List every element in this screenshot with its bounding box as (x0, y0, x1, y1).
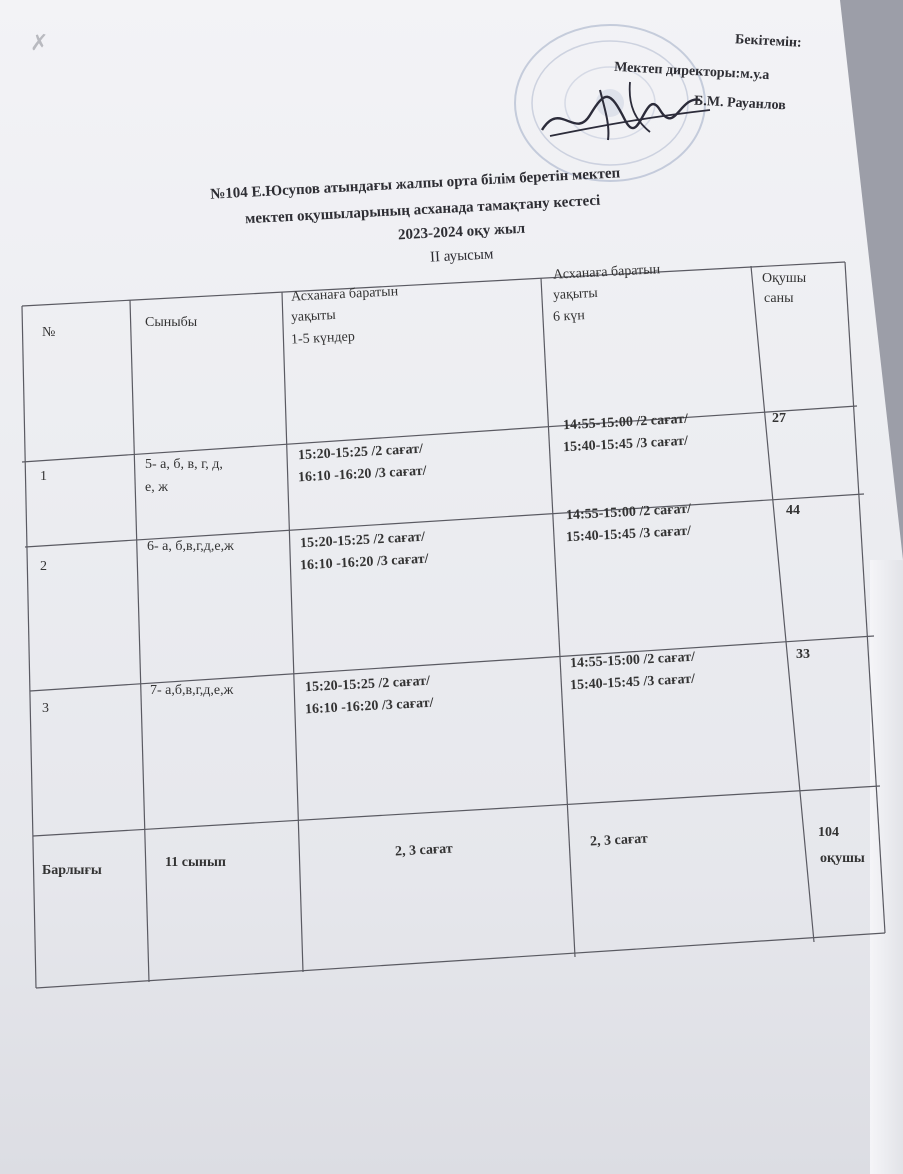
row-1-time-weekdays-line-2: 16:10 -16:20 /3 сағат/ (297, 463, 427, 486)
shift-label: ІІ ауысым (429, 246, 494, 266)
row-3-time-weekdays-line-2: 16:10 -16:20 /3 сағат/ (304, 695, 434, 718)
header-time-weekdays-line-3: 1-5 күндер (290, 329, 356, 348)
row-1-number: 1 (40, 469, 47, 484)
row-3-count: 33 (796, 647, 810, 662)
header-count-line-1: Оқушы (762, 271, 807, 286)
table-col-line (130, 300, 149, 982)
header-time-weekdays-line-2: уақыты (290, 307, 337, 326)
approval-line-1: Бекітемін: (734, 32, 803, 51)
total-count-unit: оқушы (820, 851, 865, 866)
header-time-saturday-line-3: 6 күн (552, 308, 586, 325)
document-title-line-1: №104 Е.Юсупов атындағы жалпы орта білім беретін мектеп (209, 165, 621, 203)
approval-line-3: Б.М. Рауанлов (693, 93, 787, 114)
row-2-count: 44 (786, 503, 800, 518)
document-title-line-2: мектеп оқушыларының асханада тамақтану кестесі (244, 192, 601, 228)
total-count-number: 104 (818, 825, 839, 840)
table-col-line (282, 292, 303, 972)
total-time-saturday: 2, 3 сағат (589, 831, 649, 850)
header-time-saturday-line-1: Асханаға баратын (552, 262, 661, 283)
row-2-time-saturday-line-2: 15:40-15:45 /3 сағат/ (565, 523, 692, 546)
header-time-saturday-line-2: уақыты (552, 285, 599, 304)
approval-line-2: Мектеп директоры:м.у.а (613, 59, 770, 84)
row-1-class-line-2: е, ж (145, 480, 168, 495)
row-3-time-weekdays-line-1: 15:20-15:25 /2 сағат/ (304, 673, 431, 696)
table-top-border (22, 262, 845, 306)
row-2-time-weekdays-line-1: 15:20-15:25 /2 сағат/ (299, 529, 426, 552)
row-1-count: 27 (772, 411, 786, 426)
row-1-time-weekdays-line-1: 15:20-15:25 /2 сағат/ (297, 441, 424, 464)
row-2-time-weekdays-line-2: 16:10 -16:20 /3 сағат/ (299, 551, 429, 574)
header-time-weekdays-line-1: Асханаға баратын (290, 284, 399, 305)
row-1-class-line-1: 5- а, б, в, г, д, (145, 457, 223, 472)
total-time-weekdays: 2, 3 сағат (394, 841, 454, 860)
row-2-number: 2 (40, 559, 47, 574)
row-3-time-saturday-line-1: 14:55-15:00 /2 сағат/ (569, 649, 696, 672)
header-count-line-2: саны (764, 291, 794, 306)
total-class: 11 сынып (165, 855, 226, 870)
row-3-class: 7- а,б,в,г,д,е,ж (150, 683, 234, 698)
row-3-number: 3 (42, 701, 49, 716)
row-1-time-saturday-line-2: 15:40-15:45 /3 сағат/ (562, 433, 689, 456)
row-2-class: 6- а, б,в,г,д,е,ж (147, 539, 234, 554)
header-number: № (42, 325, 56, 340)
table-row-line (33, 786, 880, 836)
row-1-time-saturday-line-1: 14:55-15:00 /2 сағат/ (562, 411, 689, 434)
document-title-line-3: 2023-2024 оқу жыл (397, 220, 526, 244)
table-right-border (845, 262, 885, 933)
total-label: Барлығы (42, 863, 102, 878)
table-bottom-border (36, 933, 885, 988)
row-3-time-saturday-line-2: 15:40-15:45 /3 сағат/ (569, 671, 696, 694)
table-col-line (541, 278, 575, 957)
row-2-time-saturday-line-1: 14:55-15:00 /2 сағат/ (565, 501, 692, 524)
pencil-mark-icon: ✗ (30, 30, 49, 55)
table-col-line (751, 266, 814, 942)
table-left-border (22, 306, 36, 988)
header-class: Сыныбы (145, 315, 198, 330)
